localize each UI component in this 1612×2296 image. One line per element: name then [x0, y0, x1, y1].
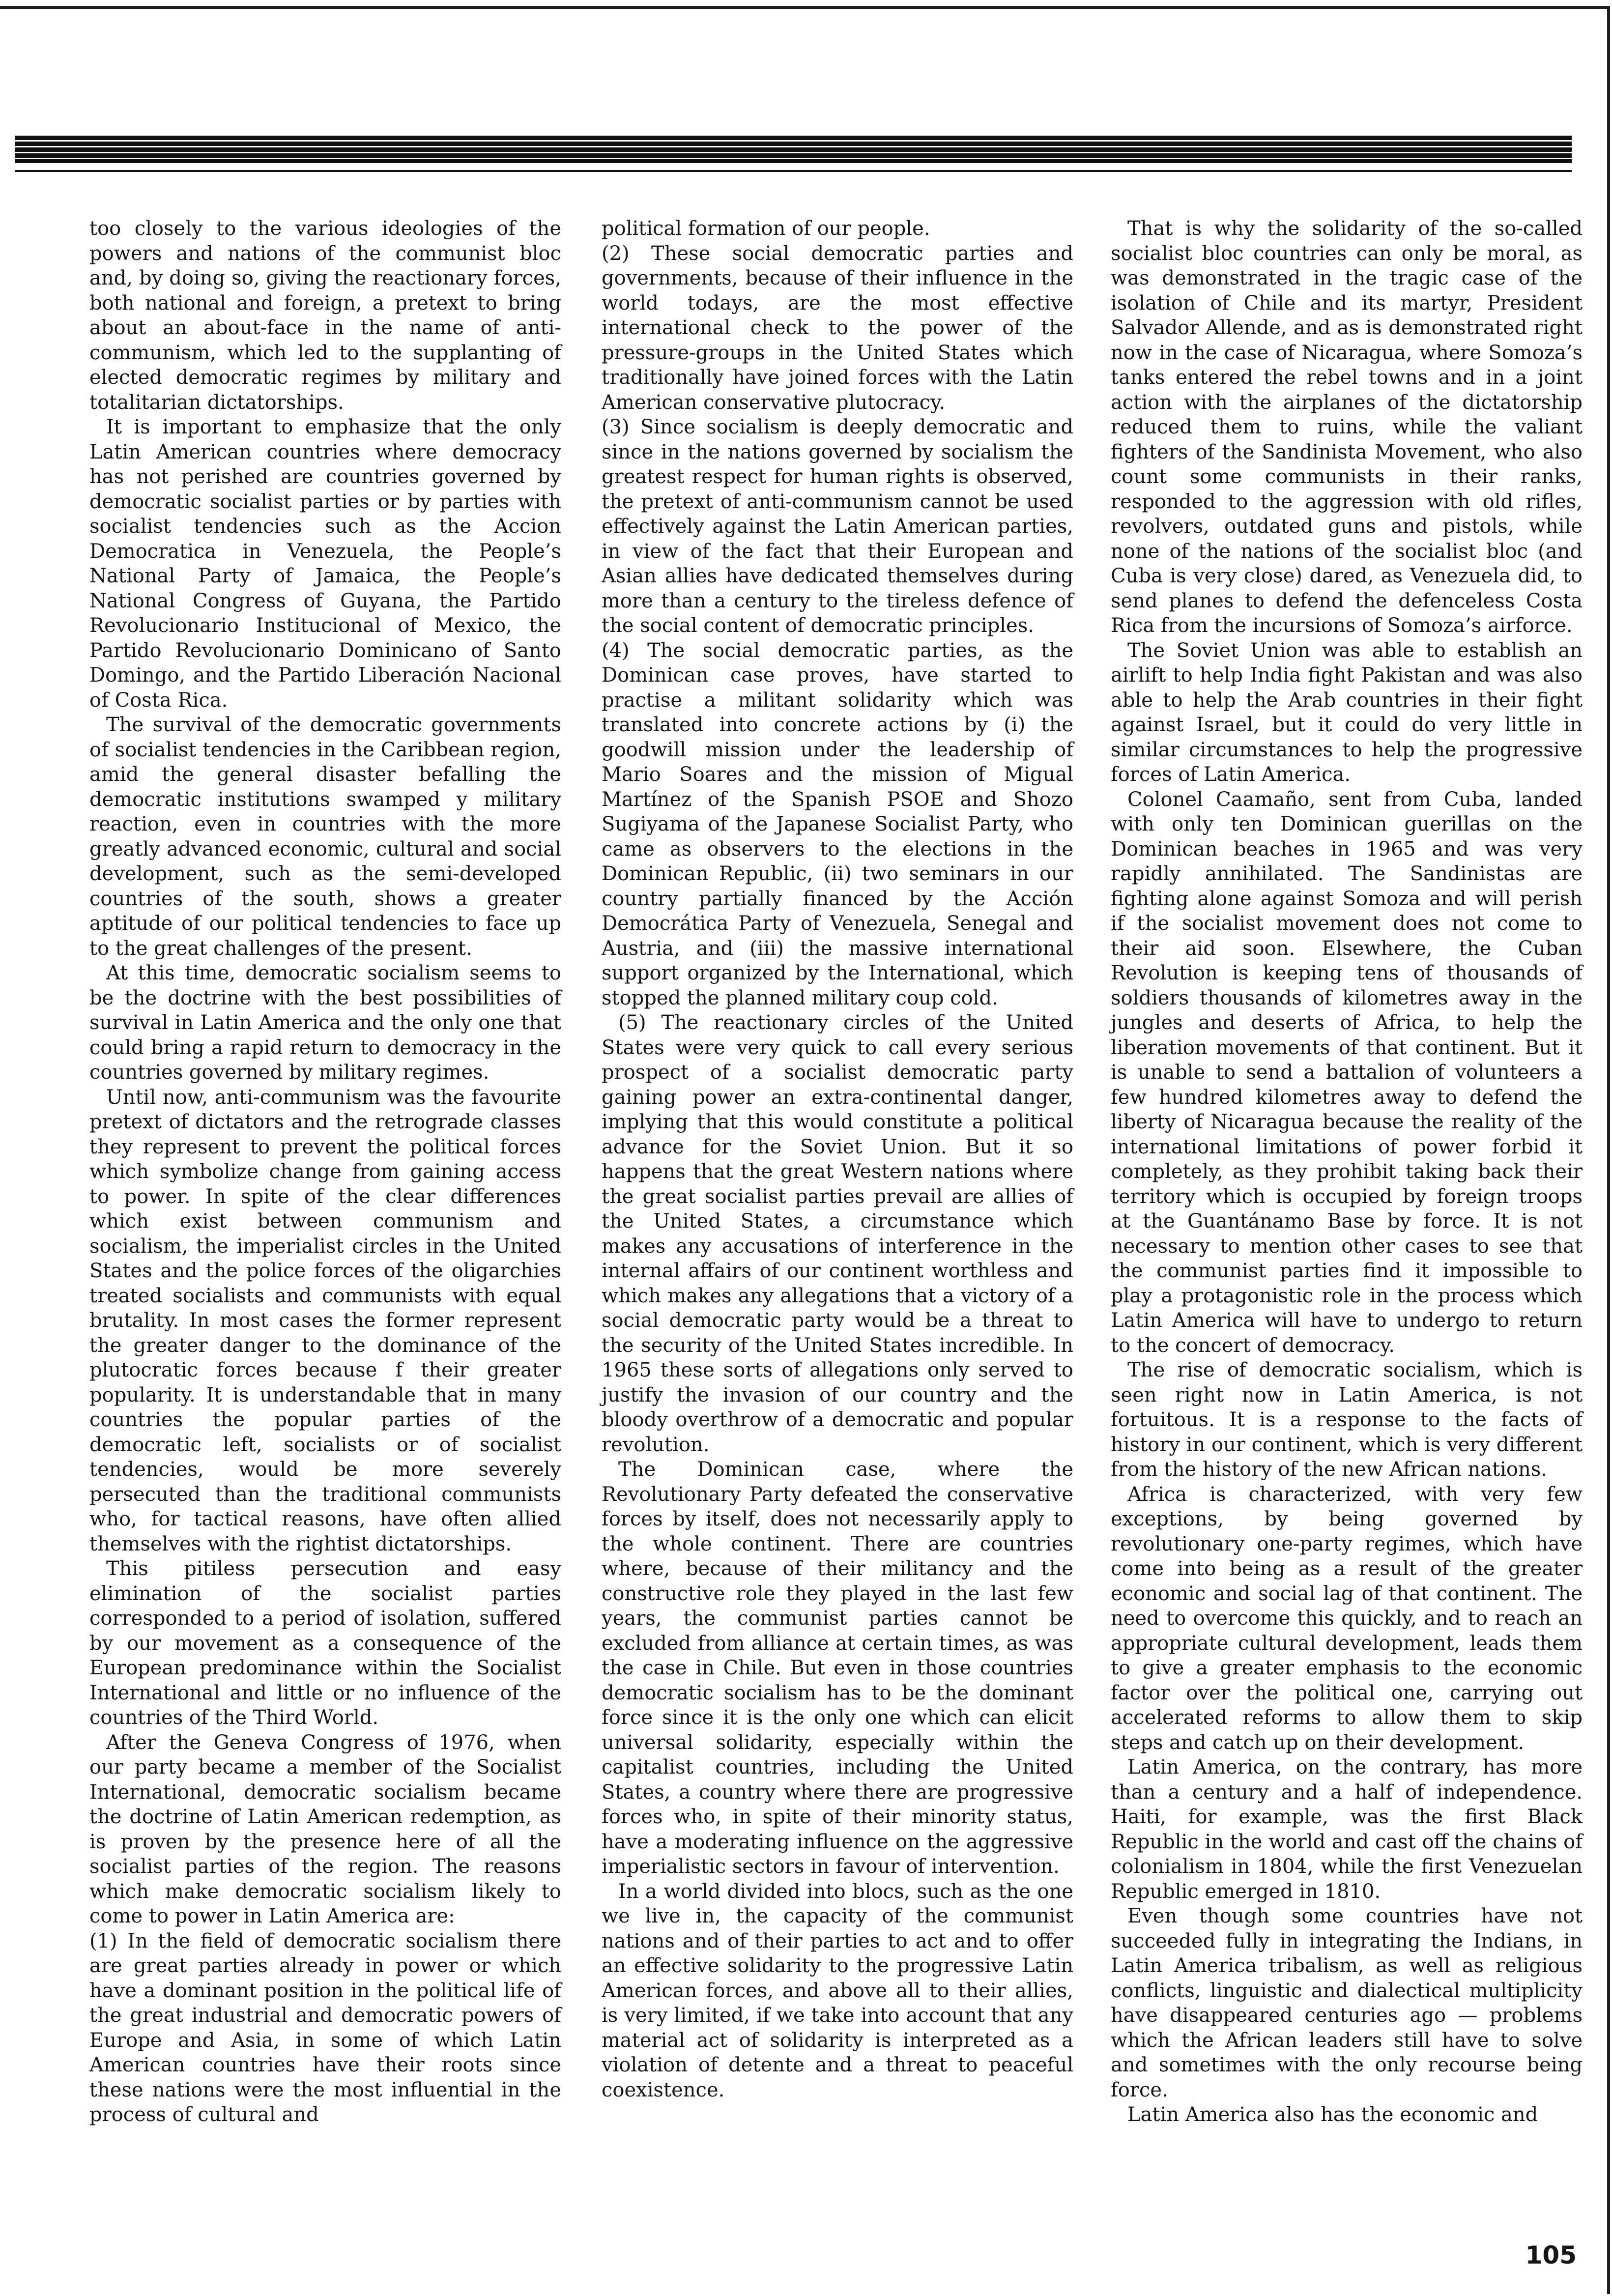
paragraph: The Soviet Union was able to establish an airlift to help India fight Pakistan and was also able to help the Arab countries in their fight against Israel, but it could do very little in similar circumstances to help the progressive forces of Latin America. — [1111, 639, 1583, 786]
paragraph: Even though some countries have not succeeded fully in integrating the Indians, in Latin America tribalism, as well as religious conflicts, linguistic and dialectical multiplicity have disappeared centuries ago — problems which the African leaders still have to solve and sometimes with the only recourse being force. — [1111, 1905, 1583, 2101]
paragraph: Africa is characterized, with very few exceptions, by being governed by revolutionary one-party regimes, which have come into being as a result of the greater economic and social lag of that continent. The need to overcome this quickly, and to reach an appropriate cultural development, leads them to give a greater emphasis to the economic factor over the political one, carrying out accelerated reforms to allow them to skip steps and catch up on their development. — [1111, 1483, 1583, 1754]
paragraph: Latin America also has the economic and — [1127, 2103, 1538, 2126]
text-column-1 — [89, 216, 561, 2127]
header-thin-rule — [15, 170, 1572, 172]
paragraph: (4) The social democratic parties, as the Dominican case proves, have started to practise a militant solidarity which was translated into concrete actions by (i) the goodwill mission under the leadership of Mario Soares and the mission of Migual Martínez of the Spanish PSOE and Shozo Sugiyama of the Japanese Socialist Party, who came as observers to the elections in the Dominican Republic, (ii) two seminars in our country partially financed by the Acción Democrática Party of Venezuela, Senegal and Austria, and (iii) the massive international support organized by the International, which stopped the planned military coup cold. — [602, 639, 1073, 1009]
paragraph: It is important to emphasize that the only Latin American countries where democracy has not perished are countries governed by democratic socialist parties or by parties with socialist tendencies such as the Accion Democratica in Venezuela, the People’s National Party of Jamaica, the People’s National Congress of Guyana, the Partido Revolucionario Institucional of Mexico, the Partido Revolucionario Dominicano of Santo Domingo, and the Partido Liberación Nacional of Costa Rica. — [89, 416, 561, 712]
paragraph: Colonel Caamaño, sent from Cuba, landed with only ten Dominican guerillas on the Dominican beaches in 1965 and was very rapidly annihilated. The Sandinistas are fighting alone against Somoza and will perish if the socialist movement does not come to their aid soon. Elsewhere, the Cuban Revolution is keeping tens of thousands of soldiers thousands of kilometres away in the jungles and deserts of Africa, to help the liberation movements of that continent. But it is unable to send a battalion of volunteers a few hundred kilometres away to defend the liberty of Nicaragua because the reality of the international limitations of power forbid it completely, as they prohibit taking back their territory which is occupied by foreign troops at the Guantánamo Base by force. It is not necessary to mention other cases to see that the communist parties find it impossible to play a protagonistic role in the process which Latin America will have to undergo to return to the concert of democracy. — [1111, 788, 1583, 1357]
paragraph: The rise of democratic socialism, which is seen right now in Latin America, is not fortuitous. It is a response to the facts of history in our continent, which is very different from the history of the new African nations. — [1111, 1359, 1583, 1481]
paragraph: After the Geneva Congress of 1976, when our party became a member of the Socialist International, democratic socialism became the doctrine of Latin American redemption, as is proven by the presence here of all the socialist parties of the region. The reasons which make democratic socialism likely to come to power in Latin America are: — [89, 1731, 561, 1927]
paragraph: The survival of the democratic governments of socialist tendencies in the Caribbean region, amid the general disaster befalling the democratic institutions swamped y military reaction, even in countries with the more greatly advanced economic, cultural and social development, such as the semi-developed countries of the south, shows a greater aptitude of our political tendencies to face up to the great challenges of the present. — [89, 714, 561, 960]
paragraph: (3) Since socialism is deeply democratic and since in the nations governed by socialism the greatest respect for human rights is observed, the pretext of anti-communism cannot be used effectively against the Latin American parties, in view of the fact that their European and Asian allies have dedicated themselves during more than a century to the tireless defence of the social content of democratic principles. — [602, 416, 1073, 637]
paragraph: (1) In the field of democratic socialism there are great parties already in power or which have a dominant position in the political life of the great industrial and democratic powers of Europe and Asia, in some of which Latin American countries have their roots since these nations were the most influential in the process of cultural and — [89, 1929, 561, 2126]
text-column-3 — [1111, 216, 1583, 2127]
paragraph: At this time, democratic socialism seems to be the doctrine with the best possibilities of survival in Latin America and the only one that could bring a rapid return to democracy in the countries governed by military regimes. — [89, 962, 561, 1084]
paragraph: political formation of our people. — [602, 217, 930, 240]
header-rule-band — [15, 136, 1572, 163]
paragraph: In a world divided into blocs, such as the one we live in, the capacity of the communist nations and of their parties to act and to offer an effective solidarity to the progressive Latin American forces, and above all to their allies, is very limited, if we take into account that any material act of solidarity is interpreted as a violation of detente and a threat to peaceful coexistence. — [602, 1880, 1073, 2101]
paragraph: (2) These social democratic parties and governments, because of their influence in the world todays, are the most effective international check to the power of the pressure-groups in the United States which traditionally have joined forces with the Latin American conservative plutocracy. — [602, 242, 1073, 414]
paragraph: The Dominican case, where the Revolutionary Party defeated the conservative forces by itself, does not necessarily apply to the whole continent. There are countries where, because of their militancy and the constructive role they played in the last few years, the communist parties cannot be excluded from alliance at certain times, as was the case in Chile. But even in those countries democratic socialism has to be the dominant force since it is the only one which can elicit universal solidarity, especially within the capitalist countries, including the United States, a country where there are progressive forces who, in spite of their minority status, have a moderating influence on the aggressive imperialistic sectors in favour of intervention. — [602, 1458, 1073, 1878]
paragraph: This pitiless persecution and easy elimination of the socialist parties corresponded to a period of isolation, suffered by our movement as a consequence of the European predominance within the Socialist International and little or no influence of the countries of the Third World. — [89, 1557, 561, 1729]
text-column-2 — [602, 216, 1073, 2102]
page-number: 105 — [1525, 2241, 1577, 2269]
paragraph: Until now, anti-communism was the favourite pretext of dictators and the retrograde classes they represent to prevent the political forces which symbolize change from gaining access to power. In spite of the clear differences which exist between communism and socialism, the imperialist circles in the United States and the police forces of the oligarchies treated socialists and communists with equal brutality. In most cases the former represent the greater danger to the dominance of the plutocratic forces because f their greater popularity. It is understandable that in many countries the popular parties of the democratic left, socialists or of socialist tendencies, would be more severely persecuted than the traditional communists who, for tactical reasons, have often allied themselves with the rightist dictatorships. — [89, 1086, 561, 1555]
paragraph: That is why the solidarity of the so-called socialist bloc countries can only be moral, as was demonstrated in the tragic case of the isolation of Chile and its martyr, President Salvador Allende, and as is demonstrated right now in the case of Nicaragua, where Somoza’s tanks entered the rebel towns and in a joint action with the airplanes of the dictatorship reduced them to ruins, while the valiant fighters of the Sandinista Movement, who also count some communists in their ranks, responded to the aggression with old rifles, revolvers, outdated guns and pistols, while none of the nations of the socialist bloc (and Cuba is very close) dared, as Venezuela did, to send planes to defend the defenceless Costa Rica from the incursions of Somoza’s airforce. — [1111, 217, 1583, 637]
paragraph: Latin America, on the contrary, has more than a century and a half of independence. Haiti, for example, was the first Black Republic in the world and cast off the chains of colonialism in 1804, while the first Venezuelan Republic emerged in 1810. — [1111, 1756, 1583, 1903]
paragraph: too closely to the various ideologies of the powers and nations of the communist bloc and, by doing so, giving the reactionary forces, both national and foreign, a pretext to bring about an about-face in the name of anti-communism, which led to the supplanting of elected democratic regimes by military and totalitarian dictatorships. — [89, 217, 561, 414]
paragraph: (5) The reactionary circles of the United States were very quick to call every serious prospect of a socialist democratic party gaining power an extra-continental danger, implying that this would constitute a political advance for the Soviet Union. But it so happens that the great Western nations where the great socialist parties prevail are allies of the United States, a circumstance which makes any accusations of interference in the internal affairs of our continent worthless and which makes any allegations that a victory of a social democratic party would be a threat to the security of the United States incredible. In 1965 these sorts of allegations only served to justify the invasion of our country and the bloody overthrow of a democratic and popular revolution. — [602, 1011, 1073, 1456]
